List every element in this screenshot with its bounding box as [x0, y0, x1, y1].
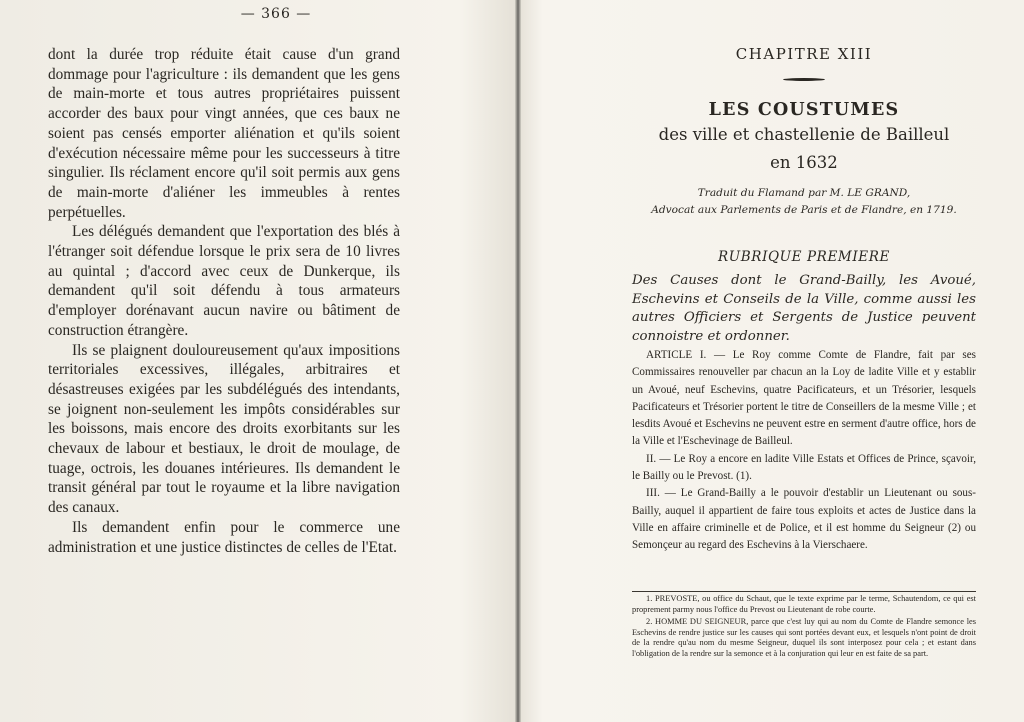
ornament-dash: [783, 78, 825, 81]
footnote: 2. HOMME DU SEIGNEUR, parce que c'est luy qui au nom du Comte de Flandre semonce les Eschevins de rendre justice sur les causes qui sont portées devant eux, et lesquels n'ont point de droit de la rendre qu'au nom du mesme Seigneur, duquel ils sont interposez pour cela ; et estant dans l'obligation de la rendre sur la semonce et à la conjuration qui leur en est faite de sa part.: [632, 617, 976, 658]
page-number: — 366 —: [240, 6, 312, 22]
paragraph: Ils se plaignent douloureusement qu'aux impositions territoriales excessives, illégales, arbitraires et désastreuses exigées par les subdélégués des intendants, se joignent non-seulement les impôts considérables sur les boissons, mais encore des droits exorbitants sur les chevaux de labour et bestiaux, le droit de moulage, de tuage, octrois, les douanes intérieures. Ils demandent le transit général par tout le royaume et la libre navigation des canaux.: [48, 341, 400, 517]
paragraph: dont la durée trop réduite était cause d'un grand dommage pour l'agriculture : ils demandent que les gens de main-morte et tous autres propriétaires puissent accorder des baux pour vingt années, que ces baux ne soient pas censés emporter aliénation et qu'ils soient d'exécution nécessaire même pour les successeurs à titre singulier. Ils réclament encore qu'il soit permis aux gens de main-morte d'aliéner les immeubles à rentes perpétuelles.: [48, 46, 400, 221]
translator-line: Traduit du Flamand par M. LE GRAND,: [697, 187, 911, 199]
footnote-rule: [632, 591, 976, 592]
footnote: 1. PREVOSTE, ou office du Schaut, que le texte exprime par le terme, Schautendom, ce qui est proprement parmy nous l'office du Prevost ou Lieutenant de robe courte.: [632, 594, 976, 614]
chapter-year: en 1632: [770, 153, 838, 172]
chapter-title: LES COUSTUMES: [708, 100, 900, 120]
footnotes: [632, 594, 976, 660]
chapter-heading: CHAPITRE XIII: [735, 45, 873, 63]
rubric-description: Des Causes dont le Grand-Bailly, les Avoué, Eschevins et Conseils de la Ville, comme aussi les autres Officiers et Sergents de Justice peuvent connoistre et ordonner.: [632, 273, 976, 344]
article: ARTICLE I. — Le Roy comme Comte de Flandre, fait par ses Commissaires renouveller par chacun an la Loy de ladite Ville et y establir un Avoué, neuf Eschevins, quatre Pacificateurs, et un Trésorier, lesquels Pacificateurs et Trésorier portent le titre de Conseillers de la mesme Ville ; et lesdits Avoué et Eschevins ne peuvent estre en serment d'autre office, hors de la Ville et l'Eschevinage de Bailleul.: [632, 349, 976, 448]
book-gutter: [515, 0, 521, 722]
left-page-body: [48, 45, 400, 557]
rubric-title: RUBRIQUE PREMIERE: [718, 249, 890, 265]
chapter-subtitle: des ville et chastellenie de Bailleul: [658, 125, 950, 144]
articles: [632, 347, 976, 555]
paragraph: Les délégués demandent que l'exportation des blés à l'étranger soit défendue lorsque le prix sera de 10 livres au quintal ; d'accord avec ceux de Dunkerque, ils demandent qu'il soit défendu à tous armateurs d'employer dorénavant aucun navire ou bâtiment de construction étrangère.: [48, 223, 400, 339]
article: II. — Le Roy a encore en ladite Ville Estats et Offices de Prince, sçavoir, le Bailly ou le Prevost. (1).: [632, 452, 976, 483]
translator-credentials: Advocat aux Parlements de Paris et de Flandre, en 1719.: [651, 204, 957, 216]
article: III. — Le Grand-Bailly a le pouvoir d'establir un Lieutenant ou sous-Bailly, auquel il appartient de faire tous exploits et actes de Justice dans la Ville en affaire criminelle et de Police, et il est homme du Seigneur (2) ou Semonçeur au regard des Eschevins à la Vierschaere.: [632, 487, 976, 552]
paragraph: Ils demandent enfin pour le commerce une administration et une justice distinctes de celles de l'Etat.: [48, 518, 400, 556]
